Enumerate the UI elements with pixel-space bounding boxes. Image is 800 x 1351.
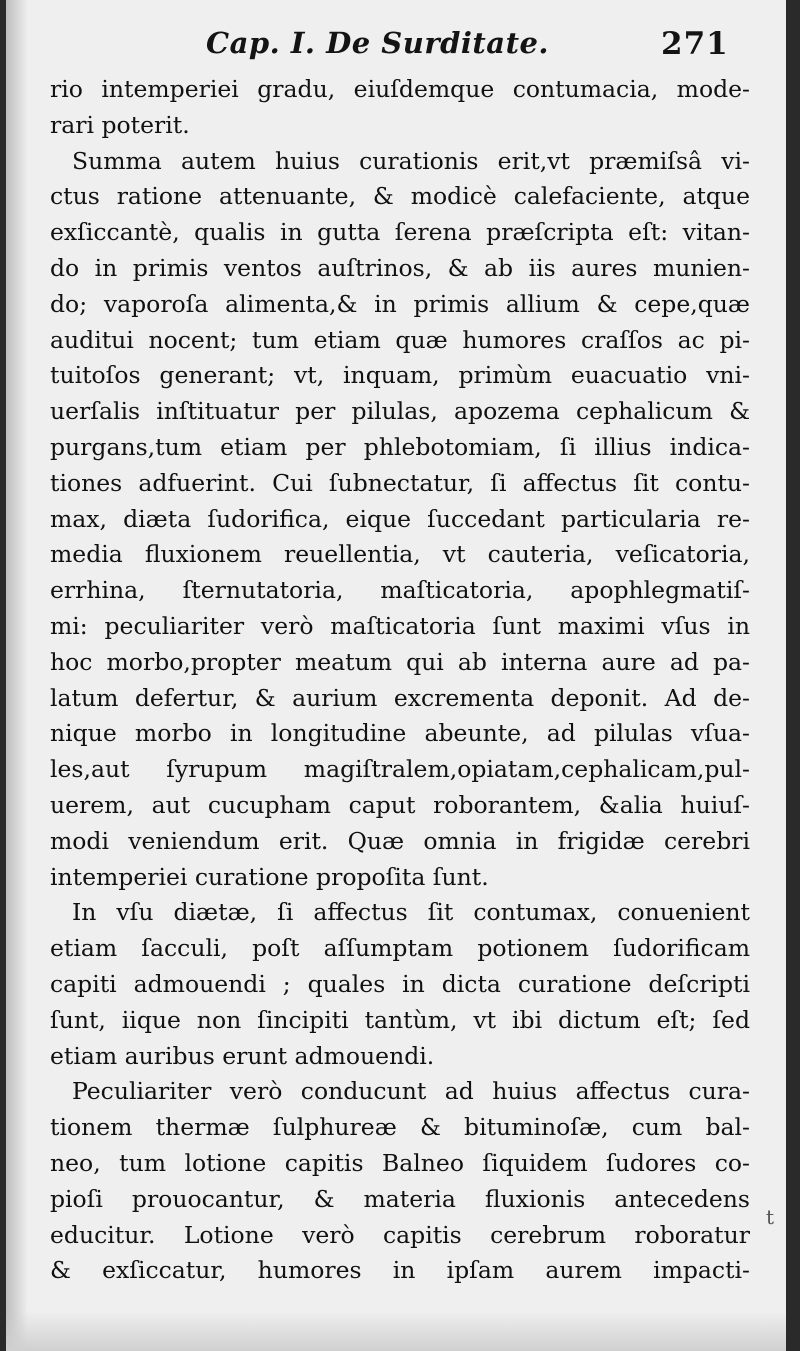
text-line: etiam auribus erunt admouendi. <box>50 1041 435 1070</box>
book-page <box>6 0 786 1351</box>
body-text <box>50 72 750 1289</box>
margin-mark: t <box>766 1205 775 1229</box>
text-line: hoc morbo,propter meatum qui ab interna aure ad pa- <box>50 647 750 676</box>
text-line: Summa autem huius curationis erit,vt præmiſsâ vi- <box>72 146 750 175</box>
text-line: purgans,tum etiam per phlebotomiam, ſi illius indica- <box>50 432 750 461</box>
text-line: uerſalis inſtituatur per pilulas, apozema cephalicum & <box>50 397 750 426</box>
text-line: do; vaporoſa alimenta,& in primis allium & cepe,quæ <box>50 289 750 318</box>
gutter-shadow <box>6 0 28 1351</box>
text-line: neo, tum lotione capitis Balneo ſiquidem ſudores co- <box>50 1148 750 1177</box>
text-line: auditui nocent; tum etiam quæ humores craſſos ac pi- <box>50 325 750 354</box>
text-line: nique morbo in longitudine abeunte, ad pilulas vſua- <box>50 719 750 748</box>
text-line: media fluxionem reuellentia, vt cauteria, veſicatoria, <box>50 540 750 569</box>
text-line: ctus ratione attenuante, & modicè calefaciente, atque <box>50 182 750 211</box>
text-line: pioſi prouocantur, & materia fluxionis antecedens <box>50 1184 750 1213</box>
text-line: errhina, ſternutatoria, maſticatoria, apophlegmatiſ- <box>50 576 750 605</box>
running-head: Cap. I. De Surditate. <box>206 26 550 60</box>
text-line: etiam ſacculi, poſt aſſumptam potionem ſudorificam <box>50 934 750 963</box>
text-line: ſunt, iique non ſincipiti tantùm, vt ibi dictum eſt; ſed <box>50 1005 750 1034</box>
text-line: latum defertur, & aurium excrementa deponit. Ad de- <box>50 683 750 712</box>
text-line: rio intemperiei gradu, eiuſdemque contumacia, mode- <box>50 75 750 103</box>
text-line: max, diæta ſudorifica, eique ſuccedant particularia re- <box>50 504 750 533</box>
text-line: educitur. Lotione verò capitis cerebrum roboratur <box>50 1220 750 1249</box>
text-line: tuitoſos generant; vt, inquam, primùm euacuatio vni- <box>50 361 750 390</box>
text-line: les,aut ſyrupum magiſtralem,opiatam,cephalicam,pul- <box>50 755 750 784</box>
text-line: tiones adfuerint. Cui ſubnectatur, ſi affectus ſit contu- <box>50 468 750 497</box>
page-number: 271 <box>661 26 729 62</box>
text-line: uerem, aut cucupham caput roborantem, &alia huiuſ- <box>50 790 750 819</box>
text-line: Peculiariter verò conducunt ad huius affectus cura- <box>72 1077 750 1106</box>
page-header <box>206 26 766 66</box>
text-line: exſiccantè, qualis in gutta ſerena præſcripta eſt: vitan- <box>50 218 750 247</box>
text-line: mi: peculiariter verò maſticatoria ſunt maximi vſus in <box>50 611 750 640</box>
text-line: modi veniendum erit. Quæ omnia in frigidæ cerebri <box>50 826 750 855</box>
text-line: intemperiei curatione propoſita ſunt. <box>50 862 489 891</box>
text-line: rari poterit. <box>50 110 190 139</box>
page-bottom-shadow <box>6 1311 786 1351</box>
text-line: capiti admouendi ; quales in dicta curatione deſcripti <box>50 969 750 998</box>
text-line: tionem thermæ ſulphureæ & bituminoſæ, cum bal- <box>50 1113 750 1142</box>
text-line: & exſiccatur, humores in ipſam aurem impacti- <box>50 1256 750 1285</box>
text-line: do in primis ventos auſtrinos, & ab iis aures munien- <box>50 253 750 282</box>
text-line: In vſu diætæ, ſi affectus ſit contumax, conuenient <box>72 898 750 927</box>
